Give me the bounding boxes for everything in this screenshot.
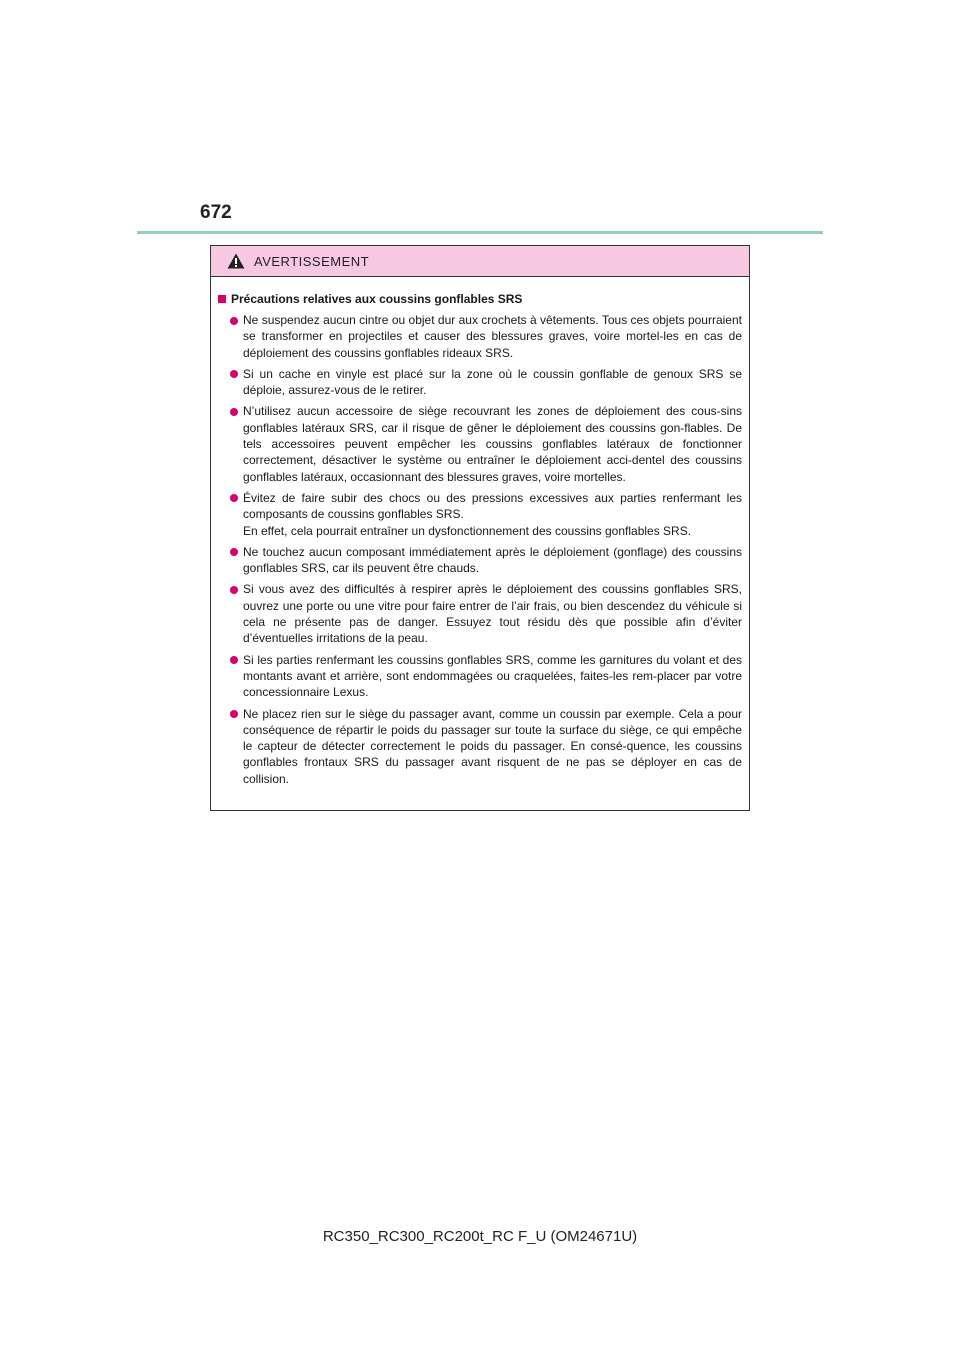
warning-items (218, 312, 742, 787)
header-rule (137, 231, 823, 234)
warning-item-text: Si vous avez des difficultés à respirer après le déploiement des coussins gonflables SRS, ouvrez une porte ou une vitre pour faire entrer de l’air frais, ou bien descendez du véhicule si cela ne présente pas de danger. Essuyez tout résidu dès que possible afin d’éviter d’éventuelles irritations de la peau. (243, 582, 742, 646)
warning-item (218, 403, 742, 484)
warning-item-text: Si les parties renfermant les coussins gonflables SRS, comme les garnitures du volant et des montants avant et arrière, sont endommagées ou craquelées, faites-les rem-placer par votre concessionnaire Lexus. (243, 652, 742, 700)
warning-triangle-icon (227, 253, 245, 269)
warning-header (211, 246, 749, 277)
round-bullet-icon (230, 656, 238, 664)
round-bullet-icon (230, 494, 238, 502)
page-number: 672 (200, 202, 232, 223)
warning-item (218, 312, 742, 361)
warning-item-text: N’utilisez aucun accessoire de siège recouvrant les zones de déploiement des cous-sins gonflables latéraux SRS, car il risque de gêner le déploiement des coussins gon-flables. De tels accessoires peuvent empêcher les coussins gonflables latéraux de fonctionner correctement, désactiver le système ou entraîner le déploiement acci-dentel des coussins gonflables latéraux, occasionnant des blessures graves, voire mortelles. (243, 404, 742, 484)
warning-item-text: Ne suspendez aucun cintre ou objet dur aux crochets à vêtements. Tous ces objets pourraient se transformer en projectiles et causer des blessures graves, voire mortel-les en cas de déploiement des coussins gonflables rideaux SRS. (243, 313, 742, 360)
warning-item (218, 366, 742, 399)
round-bullet-icon (230, 710, 238, 718)
warning-item-text: Évitez de faire subir des chocs ou des pressions excessives aux parties renfermant les composants de coussins gonflables SRS. (243, 490, 742, 522)
warning-title: AVERTISSEMENT (254, 253, 370, 269)
round-bullet-icon (230, 586, 238, 594)
warning-item (218, 544, 742, 577)
warning-body (211, 277, 749, 787)
footer-model-code: RC350_RC300_RC200t_RC F_U (OM24671U) (322, 1228, 638, 1245)
square-bullet-icon (218, 295, 226, 303)
round-bullet-icon (230, 317, 238, 325)
section-title-text: Précautions relatives aux coussins gonflables SRS (231, 292, 523, 306)
round-bullet-icon (230, 548, 238, 556)
warning-item (218, 706, 742, 787)
round-bullet-icon (230, 370, 238, 378)
warning-item-text: En effet, cela pourrait entraîner un dysfonctionnement des coussins gonflables SRS. (243, 523, 692, 538)
round-bullet-icon (230, 408, 238, 416)
warning-item-text: Ne touchez aucun composant immédiatement après le déploiement (gonflage) des coussins gonflables SRS, car ils peuvent être chauds. (243, 544, 742, 576)
warning-box (210, 245, 750, 811)
warning-item (218, 490, 742, 539)
warning-item-text: Ne placez rien sur le siège du passager avant, comme un coussin par exemple. Cela a pour conséquence de répartir le poids du passager sur toute la surface du siège, ce qui empêche le capteur de détecter correctement le poids du passager. En consé-quence, les coussins gonflables frontaux SRS du passager avant risquent de ne pas se déployer en cas de collision. (243, 706, 742, 786)
section-title (218, 292, 742, 306)
warning-item-text: Si un cache en vinyle est placé sur la zone où le coussin gonflable de genoux SRS se déploie, assurez-vous de le retirer. (243, 366, 742, 398)
warning-item (218, 581, 742, 646)
warning-item (218, 652, 742, 701)
